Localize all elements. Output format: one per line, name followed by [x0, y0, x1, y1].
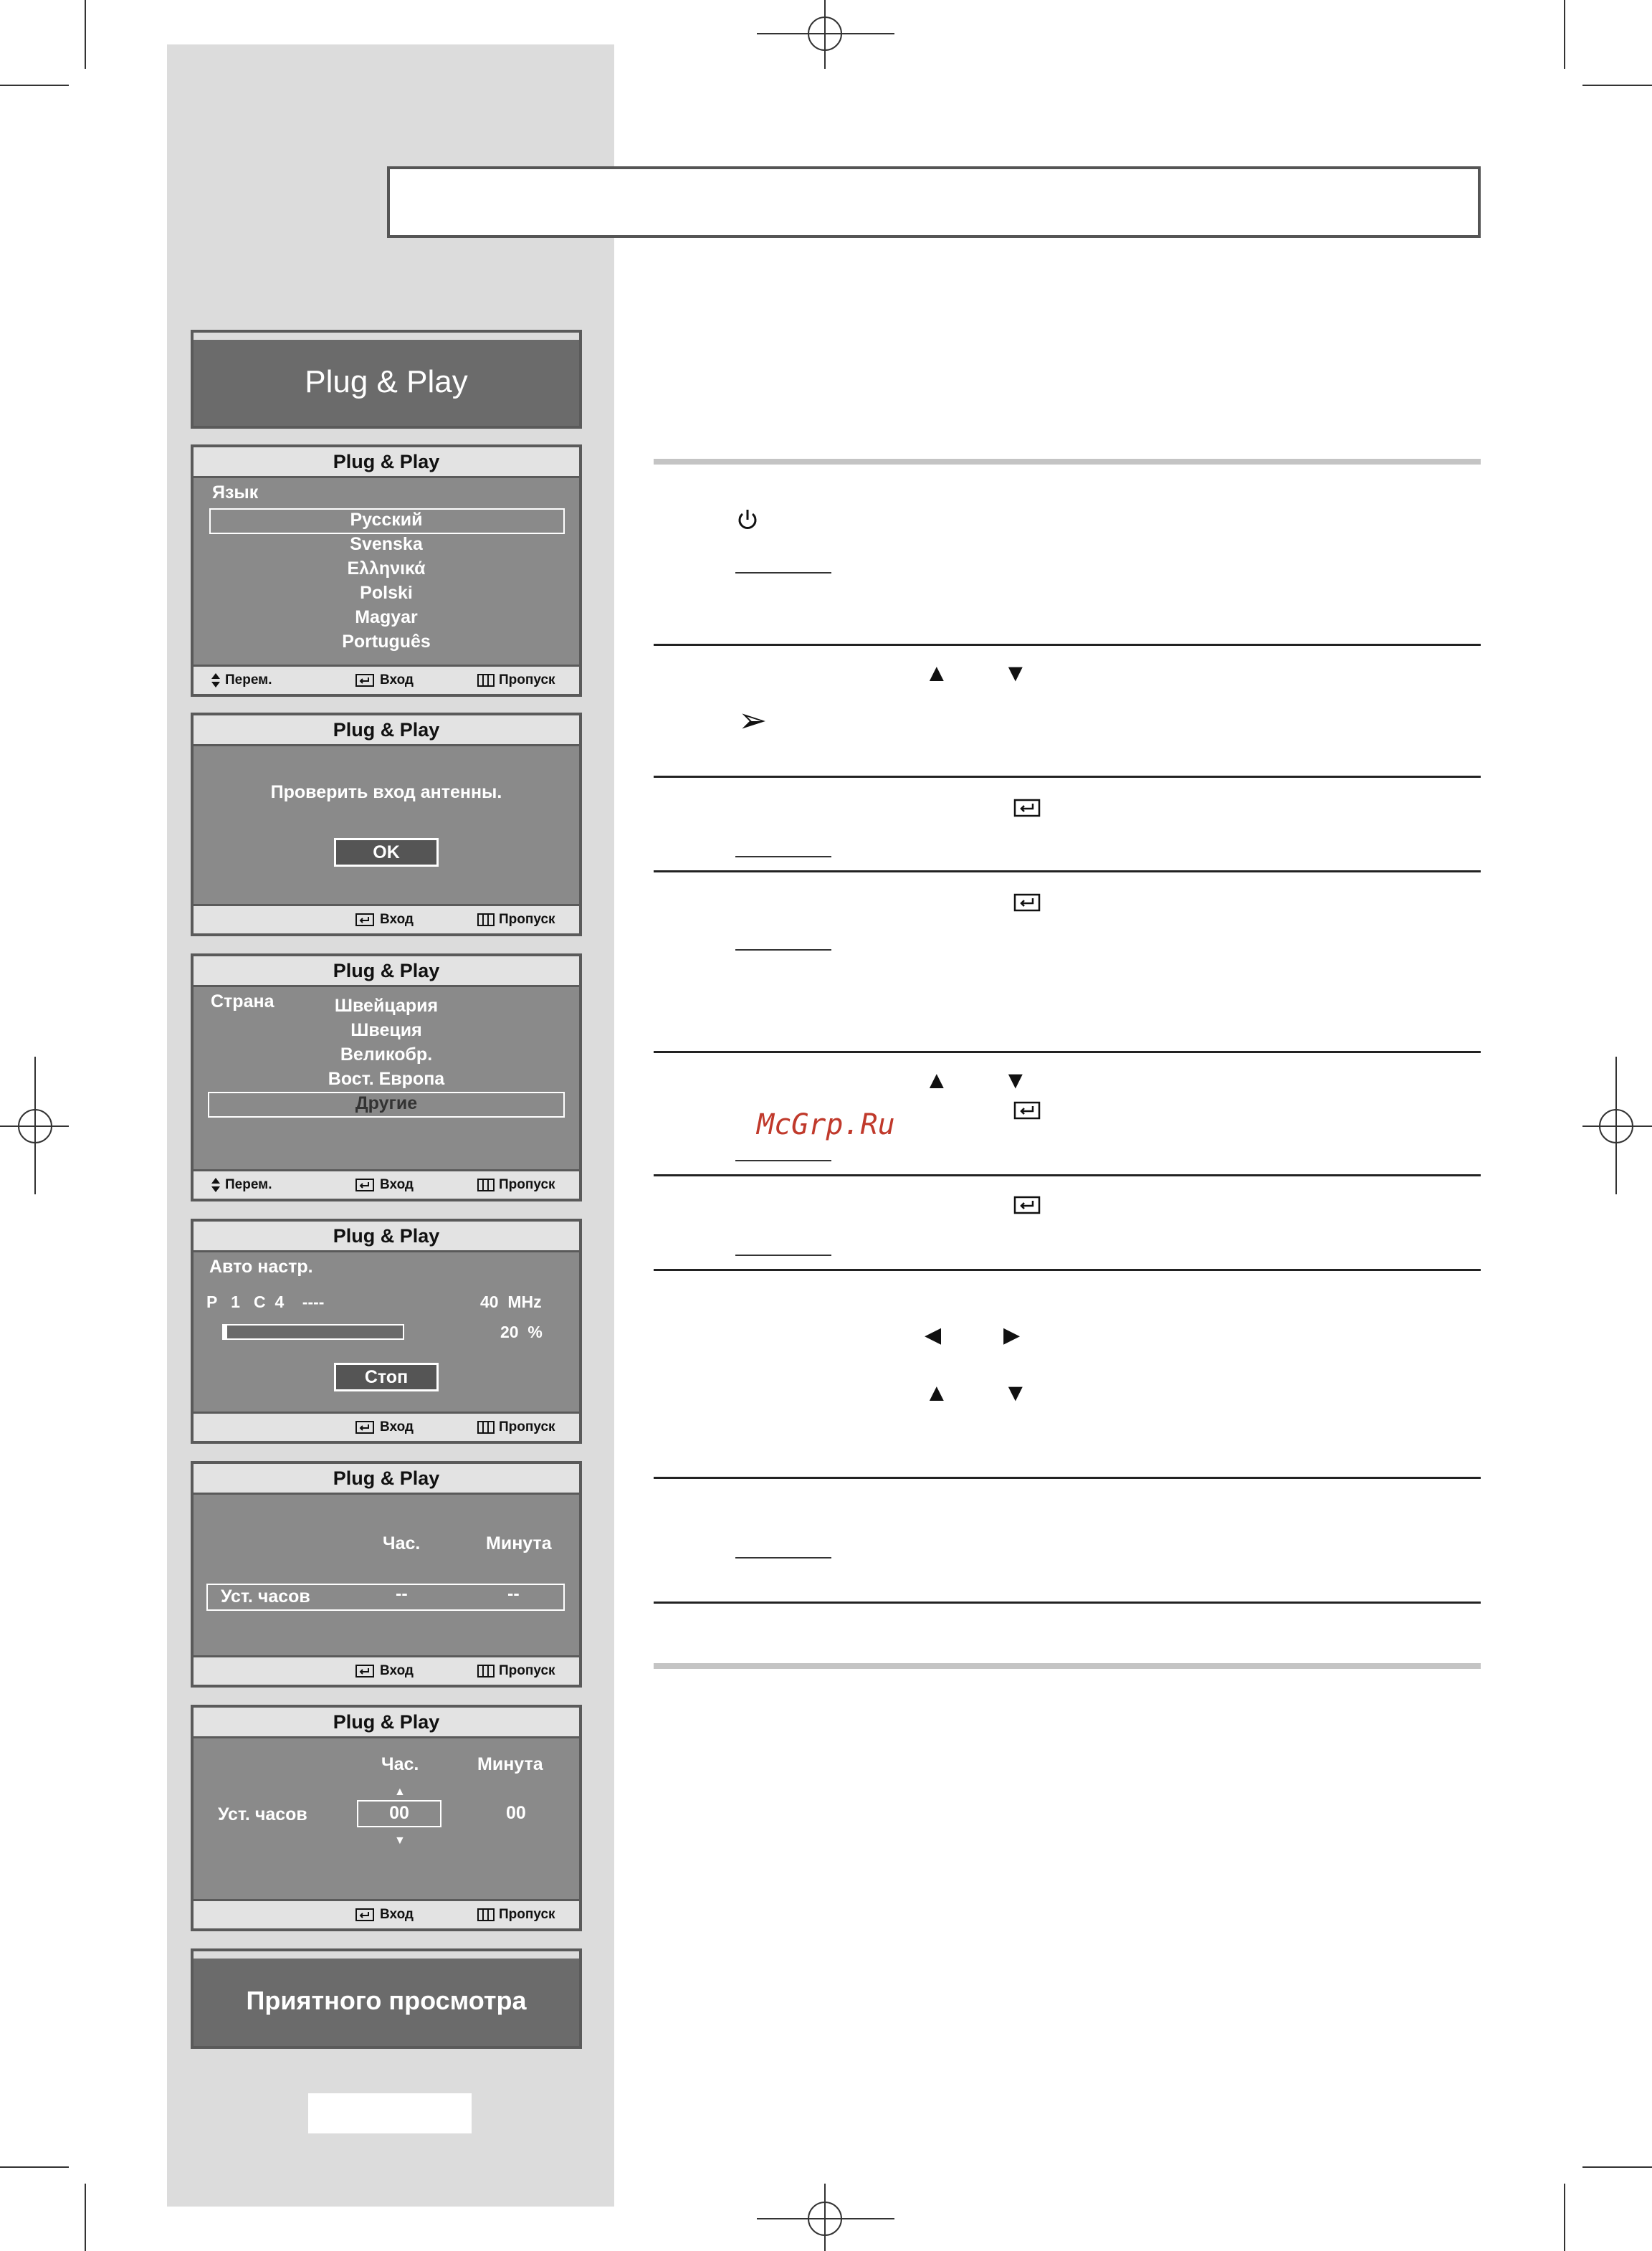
language-option[interactable]: Русский	[350, 510, 423, 530]
short-rule	[735, 572, 831, 574]
panel-footer	[194, 904, 579, 933]
panel-footer	[194, 1412, 579, 1441]
note-arrow-icon: ➢	[738, 702, 768, 740]
panel-footer	[194, 1655, 579, 1685]
step-divider	[654, 1269, 1481, 1271]
right-arrow-icon: ▶	[1003, 1323, 1021, 1347]
language-label: Язык	[212, 482, 259, 503]
step-divider	[654, 1174, 1481, 1176]
plug-and-play-title-panel	[191, 330, 582, 429]
antenna-message: Проверить вход антенны.	[270, 782, 502, 802]
enter-hint: Вход	[355, 667, 414, 694]
minute-label: Минута	[477, 1754, 543, 1774]
enter-hint: Вход	[355, 1414, 414, 1441]
enter-icon	[1013, 1100, 1042, 1121]
language-option[interactable]: Svenska	[350, 534, 423, 554]
step-divider	[654, 644, 1481, 646]
language-option[interactable]: Magyar	[355, 607, 418, 627]
enter-icon	[355, 1907, 376, 1923]
panel-footer	[194, 1899, 579, 1928]
page-number-box	[308, 2093, 472, 2133]
stop-button[interactable]: Стоп	[334, 1363, 439, 1391]
short-rule	[735, 856, 831, 857]
panel-title: Plug & Play	[194, 1222, 579, 1252]
country-option[interactable]: Великобр.	[340, 1044, 433, 1065]
program-readout: P 1 C 4 ----	[206, 1293, 325, 1311]
up-down-icon	[211, 1177, 221, 1193]
skip-hint: Пропуск	[477, 906, 555, 933]
step-divider	[654, 776, 1481, 778]
enter-icon	[355, 912, 376, 928]
autotune-screen	[191, 1219, 582, 1444]
sidebar-title: Plug & Play	[305, 364, 468, 399]
hour-value[interactable]: --	[396, 1584, 408, 1604]
enter-icon	[355, 672, 376, 688]
menu-icon	[477, 673, 495, 687]
menu-icon	[477, 1664, 495, 1678]
skip-hint: Пропуск	[477, 1171, 555, 1199]
hour-value[interactable]: 00	[389, 1803, 409, 1823]
power-icon	[735, 508, 760, 533]
skip-hint: Пропуск	[477, 1657, 555, 1685]
down-arrow-icon: ▼	[1003, 660, 1028, 687]
panel-footer	[194, 665, 579, 694]
down-arrow-icon: ▼	[1003, 1067, 1028, 1094]
ok-button[interactable]: OK	[334, 838, 439, 867]
hour-down-arrow[interactable]: ▼	[394, 1834, 406, 1847]
panel-title: Plug & Play	[194, 447, 579, 478]
enter-hint: Вход	[355, 1657, 414, 1685]
up-arrow-icon: ▲	[925, 660, 949, 687]
language-option[interactable]: Ελληνικά	[347, 558, 426, 579]
left-arrow-icon: ◀	[925, 1323, 942, 1347]
country-option[interactable]: Швеция	[350, 1020, 422, 1040]
up-down-icon	[211, 672, 221, 688]
short-rule	[735, 949, 831, 951]
menu-icon	[477, 913, 495, 927]
down-arrow-icon: ▼	[1003, 1379, 1028, 1407]
minute-label: Минута	[486, 1533, 552, 1553]
enter-icon	[1013, 892, 1042, 913]
panel-title: Plug & Play	[194, 715, 579, 746]
skip-hint: Пропуск	[477, 667, 555, 694]
step-divider	[654, 870, 1481, 872]
enter-icon	[1013, 797, 1042, 819]
step-divider	[654, 1477, 1481, 1479]
panel-footer	[194, 1169, 579, 1199]
enter-icon	[355, 1663, 376, 1679]
move-hint: Перем.	[211, 667, 272, 694]
hour-up-arrow[interactable]: ▲	[394, 1786, 406, 1798]
panel-title: Plug & Play	[194, 1464, 579, 1495]
enter-icon	[355, 1419, 376, 1435]
skip-hint: Пропуск	[477, 1901, 555, 1928]
move-hint: Перем.	[211, 1171, 272, 1199]
menu-icon	[477, 1178, 495, 1192]
enter-hint: Вход	[355, 906, 414, 933]
progress-bar	[222, 1324, 404, 1340]
minute-value[interactable]: --	[507, 1584, 520, 1604]
hour-label: Час.	[383, 1533, 421, 1553]
watermark: McGrp.Ru	[757, 1108, 895, 1141]
section-top-rule	[654, 459, 1481, 465]
country-label: Страна	[211, 991, 274, 1012]
clock-row-label: Уст. часов	[218, 1804, 307, 1824]
short-rule	[735, 1160, 831, 1161]
country-option[interactable]: Вост. Европа	[328, 1069, 445, 1089]
step-divider	[654, 1051, 1481, 1053]
minute-value[interactable]: 00	[506, 1803, 526, 1823]
up-arrow-icon: ▲	[925, 1067, 949, 1094]
closing-panel	[191, 1948, 582, 2049]
skip-hint: Пропуск	[477, 1414, 555, 1441]
panel-title: Plug & Play	[194, 956, 579, 987]
progress-percent: 20 %	[500, 1323, 543, 1341]
enter-icon	[1013, 1194, 1042, 1216]
language-option[interactable]: Português	[342, 632, 431, 652]
menu-icon	[477, 1420, 495, 1434]
section-bottom-rule	[654, 1663, 1481, 1669]
menu-icon	[477, 1908, 495, 1922]
enter-hint: Вход	[355, 1901, 414, 1928]
closing-message: Приятного просмотра	[246, 1986, 527, 2015]
clock-screen-2	[191, 1705, 582, 1931]
short-rule	[735, 1557, 831, 1558]
country-option[interactable]: Швейцария	[334, 996, 439, 1016]
up-arrow-icon: ▲	[925, 1379, 949, 1407]
hour-label: Час.	[381, 1754, 419, 1774]
panel-title: Plug & Play	[194, 1708, 579, 1738]
autotune-label: Авто настр.	[209, 1257, 313, 1277]
language-option[interactable]: Polski	[360, 583, 413, 603]
step-divider	[654, 1602, 1481, 1604]
frequency-readout: 40 MHz	[480, 1293, 542, 1311]
enter-hint: Вход	[355, 1171, 414, 1199]
language-screen	[191, 444, 582, 697]
short-rule	[735, 1255, 831, 1256]
header-box	[387, 166, 1481, 238]
country-screen	[191, 953, 582, 1201]
clock-row-label: Уст. часов	[221, 1586, 310, 1607]
antenna-screen	[191, 713, 582, 936]
enter-icon	[355, 1177, 376, 1193]
clock-screen-1	[191, 1461, 582, 1688]
country-option-selected[interactable]: Другие	[355, 1093, 418, 1113]
progress-fill	[224, 1326, 227, 1338]
